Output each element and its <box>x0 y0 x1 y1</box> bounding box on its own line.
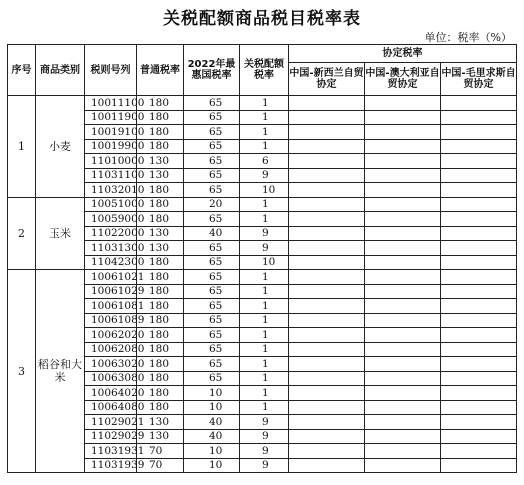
cell-fta-rate <box>441 400 517 415</box>
cell-quota-rate: 10 <box>240 183 289 198</box>
cell-fta-rate <box>365 255 441 270</box>
cell-fta-rate <box>289 400 365 415</box>
cell-fta-rate <box>365 429 441 444</box>
cell-fta-rate <box>365 110 441 125</box>
cell-fta-rate <box>441 458 517 473</box>
cell-fta-rate <box>441 139 517 154</box>
cell-fta-rate <box>365 371 441 386</box>
cell-fta-rate <box>441 342 517 357</box>
table-row <box>8 270 517 285</box>
cell-fta-rate <box>289 313 365 328</box>
cell-fta-rate <box>365 139 441 154</box>
cell-general-rate: 180 <box>137 371 184 386</box>
cell-mfn-rate: 65 <box>184 357 240 372</box>
table-row <box>8 429 517 444</box>
table-row <box>8 255 517 270</box>
cell-code: 11031931 <box>85 444 137 459</box>
cell-fta-rate <box>289 371 365 386</box>
cell-quota-rate: 10 <box>240 255 289 270</box>
cell-mfn-rate: 65 <box>184 125 240 140</box>
cell-code: 10061081 <box>85 299 137 314</box>
table-row <box>8 183 517 198</box>
cell-mfn-rate: 10 <box>184 458 240 473</box>
cell-code: 11031100 <box>85 168 137 183</box>
cell-general-rate: 180 <box>137 125 184 140</box>
cell-fta-rate <box>441 255 517 270</box>
table-row <box>8 386 517 401</box>
cell-mfn-rate: 10 <box>184 386 240 401</box>
cell-fta-rate <box>365 415 441 430</box>
page-title: 关税配额商品税目税率表 <box>163 9 361 29</box>
cell-fta-rate <box>441 371 517 386</box>
cell-general-rate: 180 <box>137 197 184 212</box>
cell-quota-rate: 9 <box>240 168 289 183</box>
cell-mfn-rate: 65 <box>184 139 240 154</box>
cell-fta-rate <box>441 183 517 198</box>
cell-code: 10062080 <box>85 342 137 357</box>
cell-fta-rate <box>441 226 517 241</box>
cell-mfn-rate: 65 <box>184 168 240 183</box>
cell-fta-rate <box>365 168 441 183</box>
table-row <box>8 357 517 372</box>
cell-mfn-rate: 65 <box>184 183 240 198</box>
cell-seq: 1 <box>8 96 36 198</box>
cell-mfn-rate: 65 <box>184 212 240 227</box>
table-row <box>8 96 517 111</box>
cell-fta-rate <box>289 255 365 270</box>
cell-fta-rate <box>289 139 365 154</box>
cell-fta-rate <box>365 357 441 372</box>
header-fta-au: 中国-澳大利亚自贸协定 <box>365 63 441 96</box>
cell-quota-rate: 1 <box>240 371 289 386</box>
cell-quota-rate: 1 <box>240 328 289 343</box>
cell-code: 11022000 <box>85 226 137 241</box>
cell-quota-rate: 1 <box>240 386 289 401</box>
cell-code: 10011900 <box>85 110 137 125</box>
cell-mfn-rate: 10 <box>184 444 240 459</box>
cell-fta-rate <box>441 444 517 459</box>
cell-code: 11031939 <box>85 458 137 473</box>
cell-quota-rate: 1 <box>240 313 289 328</box>
cell-fta-rate <box>289 154 365 169</box>
cell-general-rate: 130 <box>137 154 184 169</box>
cell-quota-rate: 9 <box>240 444 289 459</box>
table-row <box>8 313 517 328</box>
cell-fta-rate <box>289 342 365 357</box>
table-row <box>8 458 517 473</box>
cell-fta-rate <box>365 270 441 285</box>
cell-quota-rate: 1 <box>240 299 289 314</box>
cell-fta-rate <box>441 299 517 314</box>
table-row <box>8 415 517 430</box>
header-fta-mu: 中国-毛里求斯自贸协定 <box>441 63 517 96</box>
table-row <box>8 400 517 415</box>
cell-general-rate: 130 <box>137 429 184 444</box>
cell-quota-rate: 9 <box>240 458 289 473</box>
cell-code: 10061089 <box>85 313 137 328</box>
table-row <box>8 154 517 169</box>
cell-general-rate: 130 <box>137 168 184 183</box>
cell-quota-rate: 1 <box>240 212 289 227</box>
cell-fta-rate <box>441 110 517 125</box>
cell-code: 10059000 <box>85 212 137 227</box>
cell-general-rate: 180 <box>137 110 184 125</box>
cell-quota-rate: 6 <box>240 154 289 169</box>
cell-general-rate: 70 <box>137 458 184 473</box>
cell-mfn-rate: 65 <box>184 154 240 169</box>
cell-fta-rate <box>365 284 441 299</box>
cell-code: 10051000 <box>85 197 137 212</box>
tariff-table <box>7 44 517 473</box>
cell-fta-rate <box>365 299 441 314</box>
cell-fta-rate <box>365 386 441 401</box>
cell-quota-rate: 9 <box>240 429 289 444</box>
cell-code: 10011100 <box>85 96 137 111</box>
cell-general-rate: 180 <box>137 313 184 328</box>
header-mfn-rate: 2022年最惠国税率 <box>184 45 240 96</box>
cell-general-rate: 130 <box>137 226 184 241</box>
cell-mfn-rate: 65 <box>184 110 240 125</box>
cell-quota-rate: 1 <box>240 197 289 212</box>
cell-fta-rate <box>441 328 517 343</box>
table-row <box>8 342 517 357</box>
cell-code: 10063080 <box>85 371 137 386</box>
cell-mfn-rate: 65 <box>184 284 240 299</box>
table-body <box>8 96 517 473</box>
cell-fta-rate <box>365 241 441 256</box>
cell-fta-rate <box>441 313 517 328</box>
cell-fta-rate <box>365 444 441 459</box>
cell-general-rate: 180 <box>137 139 184 154</box>
cell-code: 10061021 <box>85 270 137 285</box>
cell-fta-rate <box>289 197 365 212</box>
cell-fta-rate <box>289 241 365 256</box>
cell-general-rate: 180 <box>137 255 184 270</box>
cell-fta-rate <box>289 444 365 459</box>
cell-mfn-rate: 40 <box>184 226 240 241</box>
cell-quota-rate: 9 <box>240 415 289 430</box>
cell-seq: 2 <box>8 197 36 270</box>
header-category: 商品类别 <box>36 45 85 96</box>
cell-mfn-rate: 65 <box>184 96 240 111</box>
cell-quota-rate: 9 <box>240 226 289 241</box>
cell-mfn-rate: 40 <box>184 429 240 444</box>
cell-category: 玉米 <box>36 197 85 270</box>
cell-general-rate: 180 <box>137 270 184 285</box>
cell-general-rate: 180 <box>137 284 184 299</box>
table-row <box>8 241 517 256</box>
cell-fta-rate <box>365 96 441 111</box>
cell-fta-rate <box>289 386 365 401</box>
cell-fta-rate <box>365 328 441 343</box>
cell-code: 10064080 <box>85 400 137 415</box>
cell-mfn-rate: 65 <box>184 241 240 256</box>
cell-code: 11029021 <box>85 415 137 430</box>
cell-mfn-rate: 65 <box>184 371 240 386</box>
cell-general-rate: 180 <box>137 386 184 401</box>
header-seq: 序号 <box>8 45 36 96</box>
table-row <box>8 212 517 227</box>
table-row <box>8 226 517 241</box>
cell-quota-rate: 1 <box>240 357 289 372</box>
cell-fta-rate <box>289 168 365 183</box>
cell-general-rate: 130 <box>137 415 184 430</box>
cell-fta-rate <box>289 328 365 343</box>
cell-fta-rate <box>441 168 517 183</box>
cell-fta-rate <box>365 400 441 415</box>
cell-code: 10019100 <box>85 125 137 140</box>
cell-code: 10063020 <box>85 357 137 372</box>
table-row <box>8 168 517 183</box>
cell-fta-rate <box>289 357 365 372</box>
cell-fta-rate <box>365 313 441 328</box>
cell-quota-rate: 1 <box>240 125 289 140</box>
cell-fta-rate <box>289 212 365 227</box>
cell-mfn-rate: 65 <box>184 255 240 270</box>
cell-fta-rate <box>441 270 517 285</box>
cell-general-rate: 180 <box>137 357 184 372</box>
cell-fta-rate <box>441 154 517 169</box>
cell-fta-rate <box>365 183 441 198</box>
cell-general-rate: 180 <box>137 342 184 357</box>
unit-note: 单位：税率（%） <box>424 31 512 44</box>
cell-fta-rate <box>441 197 517 212</box>
cell-fta-rate <box>365 342 441 357</box>
cell-general-rate: 180 <box>137 400 184 415</box>
cell-fta-rate <box>365 154 441 169</box>
cell-code: 10062020 <box>85 328 137 343</box>
cell-quota-rate: 9 <box>240 241 289 256</box>
cell-fta-rate <box>289 284 365 299</box>
cell-mfn-rate: 40 <box>184 415 240 430</box>
cell-code: 10064020 <box>85 386 137 401</box>
cell-fta-rate <box>365 226 441 241</box>
cell-code: 11010000 <box>85 154 137 169</box>
table-row <box>8 110 517 125</box>
cell-quota-rate: 1 <box>240 139 289 154</box>
table-row <box>8 197 517 212</box>
cell-fta-rate <box>441 125 517 140</box>
cell-fta-rate <box>289 299 365 314</box>
cell-fta-rate <box>289 270 365 285</box>
cell-mfn-rate: 65 <box>184 342 240 357</box>
cell-quota-rate: 1 <box>240 342 289 357</box>
cell-fta-rate <box>289 458 365 473</box>
cell-quota-rate: 1 <box>240 270 289 285</box>
cell-quota-rate: 1 <box>240 110 289 125</box>
cell-fta-rate <box>441 212 517 227</box>
cell-fta-rate <box>289 110 365 125</box>
cell-fta-rate <box>441 284 517 299</box>
cell-category: 小麦 <box>36 96 85 198</box>
cell-code: 11031300 <box>85 241 137 256</box>
table-row <box>8 125 517 140</box>
table-row <box>8 299 517 314</box>
cell-seq: 3 <box>8 270 36 473</box>
table-row <box>8 139 517 154</box>
cell-fta-rate <box>365 458 441 473</box>
cell-general-rate: 180 <box>137 212 184 227</box>
header-fta-group: 协定税率 <box>289 45 517 63</box>
table-row <box>8 371 517 386</box>
cell-quota-rate: 1 <box>240 400 289 415</box>
cell-fta-rate <box>365 212 441 227</box>
header-code: 税则号列 <box>85 45 137 96</box>
cell-quota-rate: 1 <box>240 96 289 111</box>
header-fta-nz: 中国-新西兰自贸协定 <box>289 63 365 96</box>
cell-fta-rate <box>441 241 517 256</box>
cell-mfn-rate: 65 <box>184 328 240 343</box>
cell-general-rate: 180 <box>137 183 184 198</box>
header-general-rate: 普通税率 <box>137 45 184 96</box>
cell-general-rate: 180 <box>137 96 184 111</box>
cell-fta-rate <box>289 429 365 444</box>
cell-code: 11032010 <box>85 183 137 198</box>
cell-mfn-rate: 10 <box>184 400 240 415</box>
cell-code: 11029029 <box>85 429 137 444</box>
cell-fta-rate <box>441 429 517 444</box>
header-quota-rate: 关税配额税率 <box>240 45 289 96</box>
cell-fta-rate <box>441 415 517 430</box>
cell-fta-rate <box>441 96 517 111</box>
cell-mfn-rate: 65 <box>184 313 240 328</box>
cell-code: 11042300 <box>85 255 137 270</box>
cell-fta-rate <box>289 183 365 198</box>
cell-fta-rate <box>365 197 441 212</box>
cell-fta-rate <box>441 386 517 401</box>
cell-general-rate: 130 <box>137 241 184 256</box>
cell-mfn-rate: 65 <box>184 270 240 285</box>
cell-fta-rate <box>441 357 517 372</box>
cell-fta-rate <box>289 226 365 241</box>
cell-general-rate: 70 <box>137 444 184 459</box>
cell-general-rate: 180 <box>137 299 184 314</box>
cell-quota-rate: 1 <box>240 284 289 299</box>
cell-general-rate: 180 <box>137 328 184 343</box>
table-row <box>8 284 517 299</box>
cell-fta-rate <box>365 125 441 140</box>
cell-code: 10061029 <box>85 284 137 299</box>
table-row <box>8 444 517 459</box>
cell-fta-rate <box>289 96 365 111</box>
cell-code: 10019900 <box>85 139 137 154</box>
cell-mfn-rate: 20 <box>184 197 240 212</box>
cell-fta-rate <box>289 125 365 140</box>
cell-mfn-rate: 65 <box>184 299 240 314</box>
cell-category: 稻谷和大米 <box>36 270 85 473</box>
table-row <box>8 328 517 343</box>
cell-fta-rate <box>289 415 365 430</box>
